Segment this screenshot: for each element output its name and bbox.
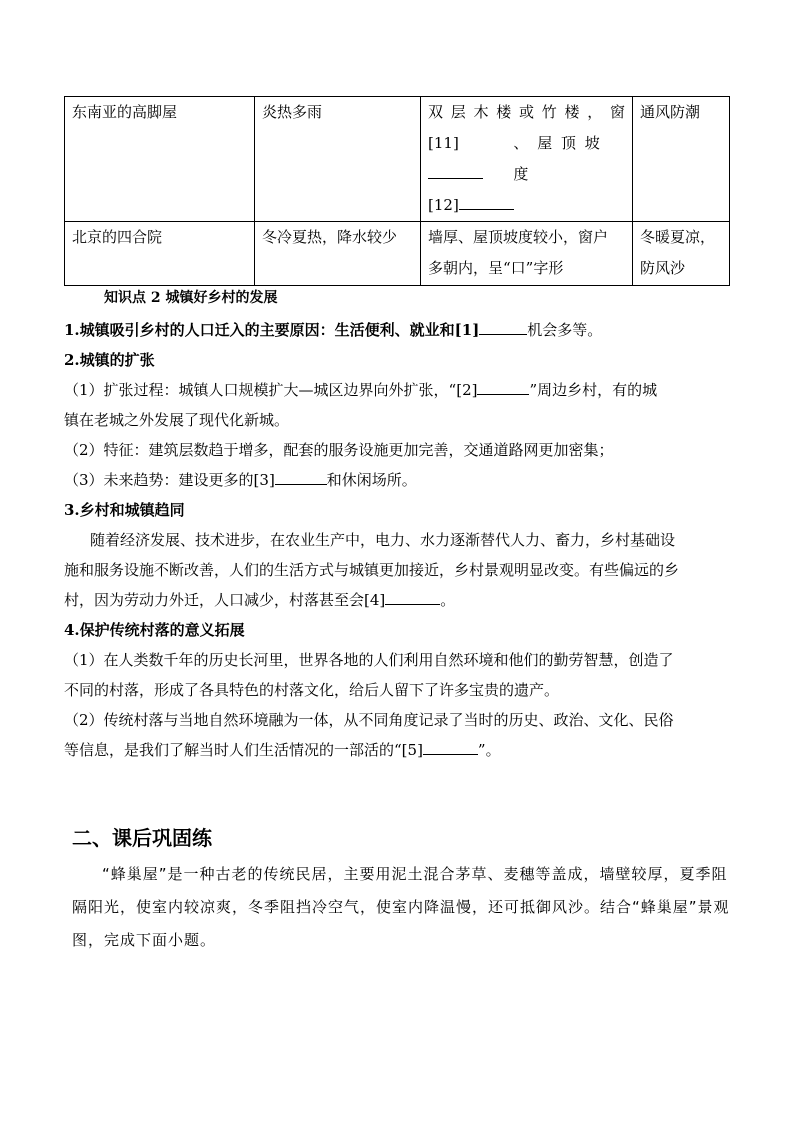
subsection-heading: 2.城镇的扩张 xyxy=(64,351,155,369)
function-line-1: 冬暖夏凉， xyxy=(640,228,716,246)
paragraph: 施和服务设施不断改善，人们的生活方式与城镇更加接近，乡村景观明显改变。有些偏远的乡 xyxy=(64,561,680,579)
table-row xyxy=(65,222,730,286)
table-cell-features xyxy=(421,222,633,286)
features-line-2: 多朝内，呈“口”字形 xyxy=(428,259,564,277)
subsection-heading: 3.乡村和城镇趋同 xyxy=(64,501,185,519)
function-line-2: 防风沙 xyxy=(640,259,686,277)
table-cell-function: 通风防潮 xyxy=(633,97,730,222)
table-row xyxy=(65,97,730,222)
paragraph: 1.城镇吸引乡村的人口迁入的主要原因：生活便利、就业和[1] 机会多等。 xyxy=(64,315,730,345)
section-title: 二、课后巩固练 xyxy=(72,826,212,850)
paragraph: （3）未来趋势：建设更多的[3] 和休闲场所。 xyxy=(64,465,730,495)
features-line-1: 双 层 木 楼 或 竹 楼 ， 窗 xyxy=(428,103,625,121)
paragraph: （2）特征：建筑层数趋于增多，配套的服务设施更加完善，交通道路网更加密集； xyxy=(64,441,614,459)
paragraph: （1）扩张过程：城镇人口规模扩大—城区边界向外扩张，“[2] ”周边乡村，有的城 xyxy=(64,375,730,405)
table-cell-region: 北京的四合院 xyxy=(65,222,255,286)
knowledge-point-2 xyxy=(64,283,730,765)
paragraph: 随着经济发展、技术进步，在农业生产中，电力、水力逐渐替代人力、畜力，乡村基础设 xyxy=(90,531,676,549)
table-cell-climate: 炎热多雨 xyxy=(255,97,421,222)
paragraph: 镇在老城之外发展了现代化新城。 xyxy=(64,411,290,429)
section-heading: 知识点 2 城镇好乡村的发展 xyxy=(104,290,278,306)
table-cell-climate: 冬冷夏热，降水较少 xyxy=(255,222,421,286)
table-cell-function xyxy=(633,222,730,286)
features-line-1: 墙厚、屋顶坡度较小，窗户 xyxy=(428,228,609,246)
table-cell-region: 东南亚的高脚屋 xyxy=(65,97,255,222)
features-line-2: [11] 、 屋 顶 坡 度 xyxy=(428,134,602,183)
paragraph: （1）在人类数千年的历史长河里，世界各地的人们利用自然环境和他们的勤劳智慧，创造了 xyxy=(64,651,674,669)
paragraph: 不同的村落，形成了各具特色的村落文化，给后人留下了许多宝贵的遗产。 xyxy=(64,681,560,699)
features-line-3: [12] xyxy=(428,190,625,221)
table-cell-features xyxy=(421,97,633,222)
subsection-heading: 4.保护传统村落的意义拓展 xyxy=(64,621,245,639)
paragraph: 等信息，是我们了解当时人们生活情况的一部活的“[5] ”。 xyxy=(64,735,730,765)
question-stem: “蜂巢屋”是一种古老的传统民居，主要用泥土混合茅草、麦穗等盖成，墙壁较厚，夏季阻 隔阳光，使室内较凉爽，冬季阻挡冷空气，使室内降温慢，还可抵御风沙。结合“蜂巢屋”景观 图，完成下面小题。 xyxy=(72,865,730,949)
paragraph: 村，因为劳动力外迁，人口减少，村落甚至会[4] 。 xyxy=(64,585,730,615)
housing-table xyxy=(64,96,730,286)
paragraph: （2）传统村落与当地自然环境融为一体，从不同角度记录了当时的历史、政治、文化、民俗 xyxy=(64,711,674,729)
